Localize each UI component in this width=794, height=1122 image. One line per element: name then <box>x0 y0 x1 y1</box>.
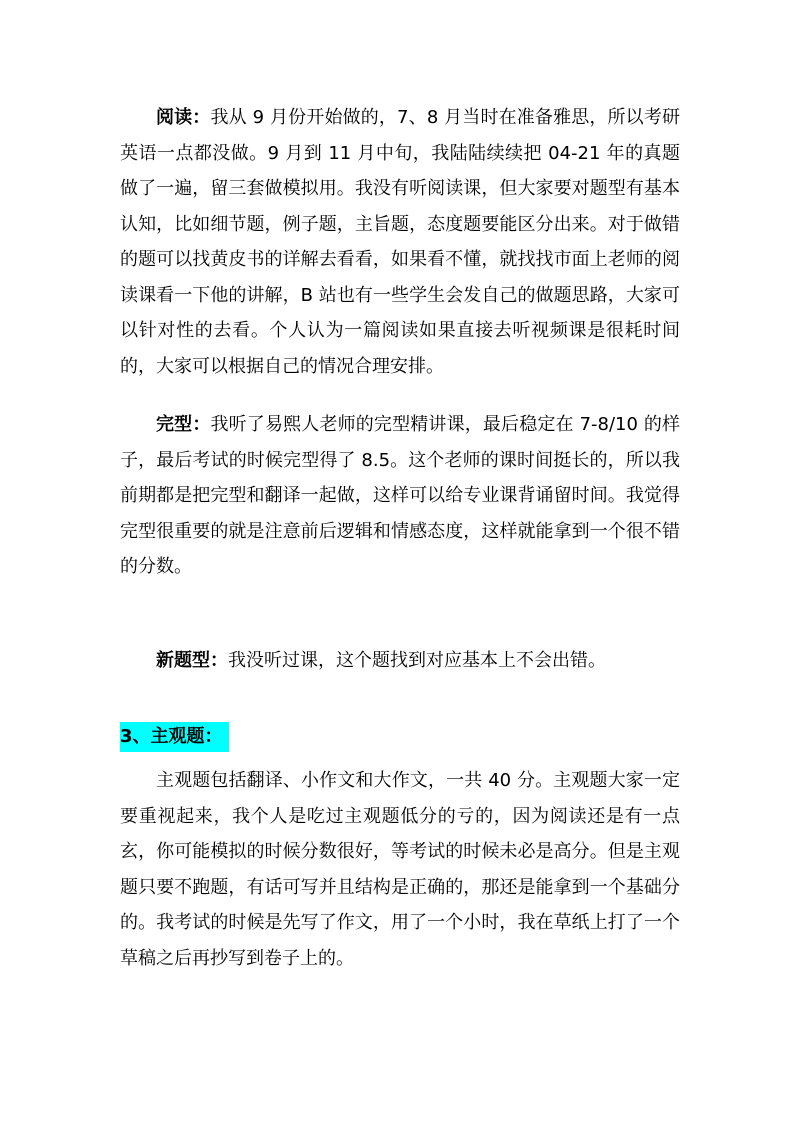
cloze-lead: 完型： <box>156 414 211 435</box>
reading-lead: 阅读： <box>156 107 211 128</box>
new-type-text: 我没听过课，这个题找到对应基本上不会出错。 <box>228 650 606 671</box>
new-type-paragraph <box>120 643 680 679</box>
cloze-paragraph <box>120 407 680 585</box>
subjective-paragraph <box>120 763 680 976</box>
cloze-text: 我听了易熙人老师的完型精讲课，最后稳定在 7-8/10 的样子，最后考试的时候完型得了 8.5。这个老师的课时间挺长的，所以我前期都是把完型和翻译一起做，这样可以给专业课背诵留时间。我觉得完型很重要的就是注意前后逻辑和情感态度，这样就能拿到一个很不错的分数。 <box>120 414 680 577</box>
reading-text: 我从 9 月份开始做的，7、8 月当时在准备雅思，所以考研英语一点都没做。9 月到 11 月中旬，我陆陆续续把 04-21 年的真题做了一遍，留三套做模拟用。我没有听阅读课，但大家要对题型有基本认知，比如细节题，例子题，主旨题，态度题要能区分出来。对于做错的题可以找黄皮书的详解去看看，如果看不懂，就找找市面上老师的阅读课看一下他的讲解，B 站也有一些学生会发自己的做题思路，大家可以针对性的去看。个人认为一篇阅读如果直接去听视频课是很耗时间的，大家可以根据自己的情况合理安排。 <box>120 107 680 377</box>
reading-paragraph <box>120 100 680 384</box>
new-type-lead: 新题型： <box>156 650 228 671</box>
section-heading-subjective: 3、主观题： <box>120 722 229 752</box>
subjective-text: 主观题包括翻译、小作文和大作文，一共 40 分。主观题大家一定要重视起来，我个人是吃过主观题低分的亏的，因为阅读还是有一点玄，你可能模拟的时候分数很好，等考试的时候未必是高分。但是主观题只要不跑题，有话可写并且结构是正确的，那还是能拿到一个基础分的。我考试的时候是先写了作文，用了一个小时，我在草纸上打了一个草稿之后再抄写到卷子上的。 <box>120 770 680 969</box>
